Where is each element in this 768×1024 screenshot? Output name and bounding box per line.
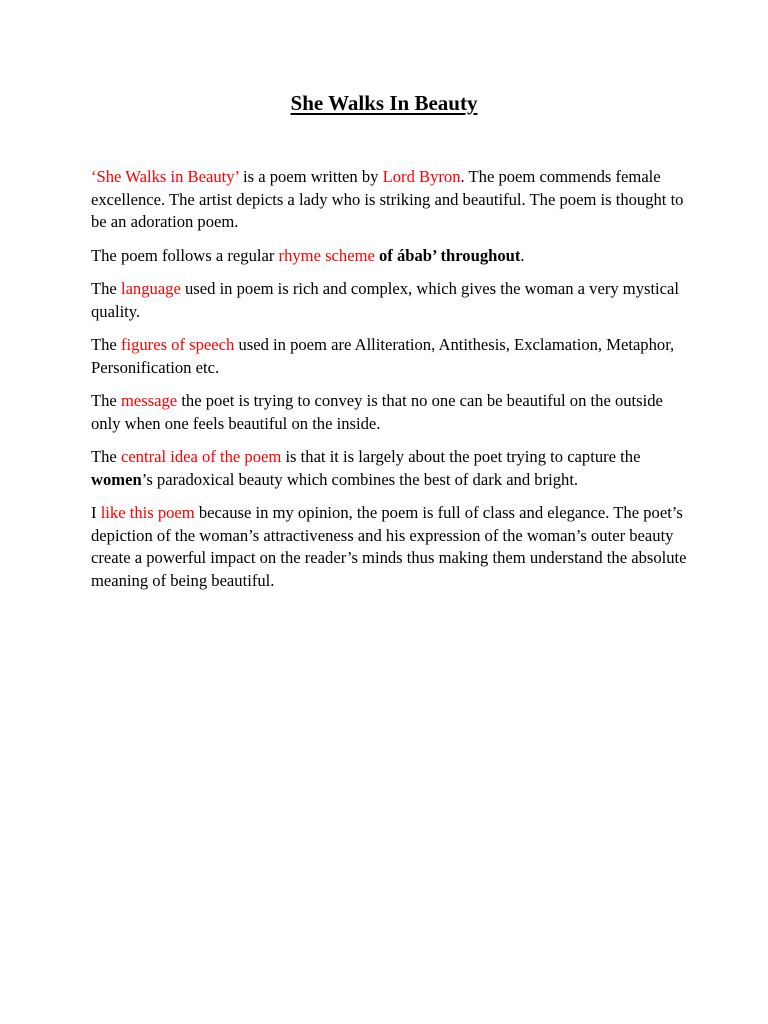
text-segment: is that it is largely about the poet trying to capture the [281, 447, 641, 466]
highlight-like-this-poem: like this poem [100, 503, 195, 522]
text-segment: The [91, 447, 121, 466]
highlight-author: Lord Byron [382, 167, 461, 186]
paragraph-rhyme-scheme [91, 245, 691, 268]
bold-women: women [91, 469, 142, 489]
text-segment: used in poem is rich and complex, which gives the woman a very mystical quality. [91, 279, 680, 321]
text-segment: The [91, 391, 121, 410]
paragraph-figures-of-speech [91, 334, 691, 379]
document-body [91, 166, 691, 603]
text-segment: because in my opinion, the poem is full of class and elegance. The poet’s depiction of the woman’s attractiveness and his expression of the woman’s outer beauty create a powerful impact on the reader’s minds thus making them understand the absolute meaning of being beautiful. [91, 503, 687, 590]
bold-rhyme-pattern: of ábab’ throughout [374, 245, 521, 265]
text-segment: used in poem are Alliteration, Antithesis, Exclamation, Metaphor, Personification etc. [91, 335, 675, 377]
text-segment: The poem follows a regular [91, 245, 279, 265]
paragraph-language [91, 278, 691, 323]
highlight-figures-of-speech: figures of speech [120, 335, 235, 354]
text-segment: ’s paradoxical beauty which combines the best of dark and bright. [141, 469, 579, 489]
highlight-message: message [120, 391, 178, 410]
text-segment: The [91, 279, 121, 298]
document-title: She Walks In Beauty [290, 91, 478, 115]
text-segment: . The poem commends female excellence. The artist depicts a lady who is striking and beautiful. The poem is thought to be an adoration poem. [91, 167, 684, 231]
paragraph-intro [91, 166, 691, 234]
highlight-rhyme-scheme: rhyme scheme [278, 245, 375, 265]
text-segment: is a poem written by [238, 167, 383, 186]
highlight-language: language [120, 279, 181, 298]
paragraph-opinion [91, 502, 691, 592]
highlight-poem-title: ‘She Walks in Beauty’ [91, 167, 239, 186]
paragraph-central-idea [91, 446, 691, 491]
text-segment: The [91, 335, 121, 354]
text-segment: the poet is trying to convey is that no one can be beautiful on the outside only when one feels beautiful on the inside. [91, 391, 663, 433]
text-segment: . [520, 245, 525, 265]
text-segment: I [91, 503, 101, 522]
paragraph-message [91, 390, 691, 435]
highlight-central-idea: central idea of the poem [120, 447, 282, 466]
